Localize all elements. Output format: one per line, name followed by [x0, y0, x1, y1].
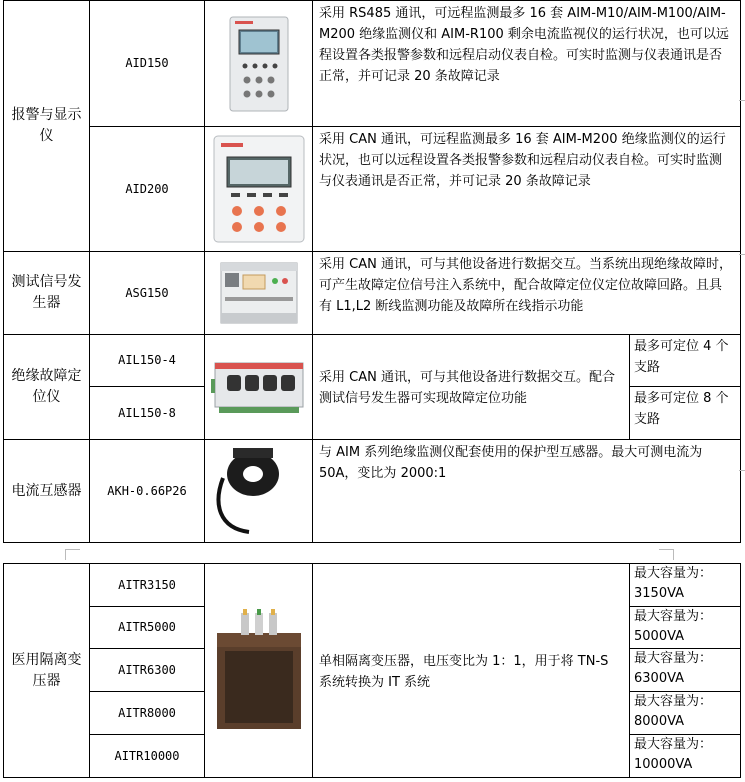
product-image-cell [205, 440, 313, 543]
margin-mark [739, 100, 745, 101]
description-cell: 采用 CAN 通讯，可与其他设备进行数据交互。当系统出现绝缘故障时，可产生故障定位信号注入系统中，配合故障定位仪定位故障回路。且具有 L1,L2 断线监测功能及故障所在线指示功能 [313, 252, 741, 335]
model-cell: AID200 [90, 127, 205, 252]
alarm-display-panel-image [213, 135, 305, 243]
product-image-cell [205, 252, 313, 335]
category-cell: 绝缘故障定位仪 [4, 335, 90, 440]
product-table-bottom [3, 563, 741, 778]
category-cell: 报警与显示仪 [4, 1, 90, 252]
description-cell: 采用 CAN 通讯，可与其他设备进行数据交互。配合测试信号发生器可实现故障定位功能 [313, 335, 630, 440]
category-cell: 电流互感器 [4, 440, 90, 543]
category-cell: 医用隔离变压器 [4, 564, 90, 778]
capacity-cell: 最大容量为： 3150VA [630, 564, 741, 607]
note-cell: 最多可定位 4 个支路 [630, 335, 741, 387]
product-image-cell [205, 564, 313, 778]
product-image-cell [205, 127, 313, 252]
model-cell: AITR5000 [90, 607, 205, 649]
fault-locator-image [211, 355, 307, 419]
capacity-cell: 最大容量为： 10000VA [630, 735, 741, 778]
page-corner-mark [659, 549, 674, 560]
description-cell: 与 AIM 系列绝缘监测仪配套使用的保护型互感器。最大可测电流为 50A，变比为 2000:1 [313, 440, 741, 543]
description-cell: 采用 RS485 通讯，可远程监测最多 16 套 AIM-M10/AIM-M100/AIM-M200 绝缘监测仪和 AIM-R100 剩余电流监视仪的运行状况，也可以远程设置各类报警参数和远程启动仪表自检。可实时监测与仪表通讯是否正常，并可记录 20 条故障记录 [313, 1, 741, 127]
margin-mark [739, 470, 745, 471]
model-cell: AIL150-8 [90, 387, 205, 440]
model-cell: AITR6300 [90, 649, 205, 692]
model-cell: AID150 [90, 1, 205, 127]
page-corner-mark [65, 549, 80, 560]
current-transformer-image [209, 444, 309, 538]
margin-mark [739, 254, 745, 255]
model-cell: AIL150-4 [90, 335, 205, 387]
alarm-display-panel-image [229, 16, 289, 112]
note-cell: 最多可定位 8 个支路 [630, 387, 741, 440]
isolation-transformer-image [211, 607, 307, 735]
category-cell: 测试信号发生器 [4, 252, 90, 335]
model-cell: AKH-0.66P26 [90, 440, 205, 543]
model-cell: AITR3150 [90, 564, 205, 607]
capacity-cell: 最大容量为： 8000VA [630, 692, 741, 735]
product-image-cell [205, 335, 313, 440]
model-cell: AITR8000 [90, 692, 205, 735]
product-table-top [3, 0, 741, 543]
capacity-cell: 最大容量为： 6300VA [630, 649, 741, 692]
model-cell: ASG150 [90, 252, 205, 335]
signal-generator-image [219, 257, 299, 329]
product-image-cell [205, 1, 313, 127]
model-cell: AITR10000 [90, 735, 205, 778]
page-break [0, 543, 745, 561]
description-cell: 采用 CAN 通讯，可远程监测最多 16 套 AIM-M200 绝缘监测仪的运行状况，也可以远程设置各类报警参数和远程启动仪表自检。可实时监测与仪表通讯是否正常，并可记录 20 条故障记录 [313, 127, 741, 252]
capacity-cell: 最大容量为： 5000VA [630, 607, 741, 649]
description-cell: 单相隔离变压器，电压变比为 1：1，用于将 TN-S 系统转换为 IT 系统 [313, 564, 630, 778]
